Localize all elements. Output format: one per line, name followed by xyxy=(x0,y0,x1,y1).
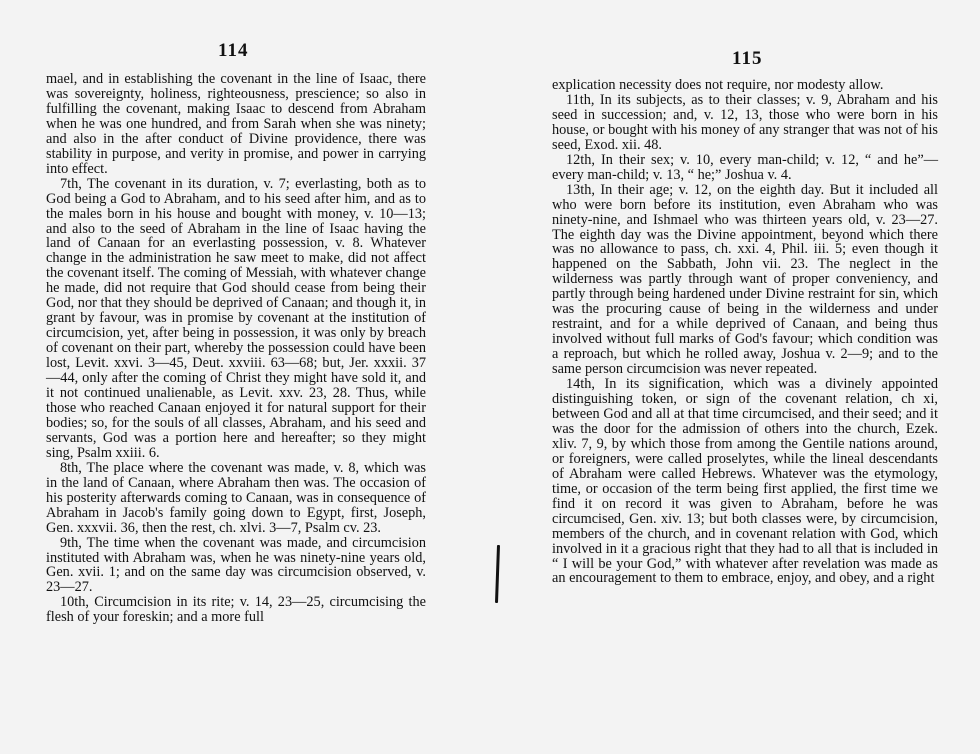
paragraph: explication necessity does not require, nor modesty allow. xyxy=(552,77,884,93)
page-number-left: 114 xyxy=(218,40,249,61)
page-number-right: 115 xyxy=(732,48,763,69)
paragraph: 8th, The place where the covenant was made, v. 8, which was in the land of Canaan, where Abraham then was. The occasion of his posterity afterwards coming to Canaan, was in consequence of Abraham in Jacob's family going down to Egypt, first, Joseph, Gen. xxxvii. 36, then the rest, ch. xlvi. 3—7, Psalm cv. 23. xyxy=(46,459,426,536)
left-page-text xyxy=(46,72,426,625)
paragraph: 13th, In their age; v. 12, on the eighth day. But it included all who were born before its institution, even Abraham who was ninety-nine, and Ishmael who was thirteen years old, v. 23—27. The eighth day was the Divine appointment, beyond which there was no allowance to pass, ch. xxi. 4, Phil. iii. 5; even though it happened on the Sabbath, John vii. 23. The neglect in the wilderness was partly through want of proper conveniency, and partly through being hardened under Divine restraint for sin, which was the procuring cause of being in the wilderness and under restraint, and for a while deprived of Canaan, and being thus involved without full marks of God's favour; which condition was a reproach, but which he rolled away, Joshua v. 2—9; and to the same person circumcision was never repeated. xyxy=(552,181,938,378)
right-page-text xyxy=(552,78,938,586)
paragraph: mael, and in establishing the covenant in the line of Isaac, there was sovereignty, holiness, righteousness, prescience; so also in fulfilling the covenant, making Isaac to descend from Abraham when he was one hundred, and from Sarah when she was ninety; and also in the after conduct of Divine providence, there was stability in purpose, and verity in promise, and power in carrying into effect. xyxy=(46,71,426,177)
paragraph: 7th, The covenant in its duration, v. 7; everlasting, both as to God being a God to Abraham, and to his seed after him, and as to the males born in his house and bought with money, v. 10—13; and also to the seed of Abraham in the line of Isaac having the land of Canaan for an everlasting possession, v. 8. Whatever change in the administration he saw meet to make, did not affect the covenant itself. The coming of Messiah, with whatever change he made, did not require that God should cease from being their God, nor that they should be deprived of Canaan; and though it, in grant by favour, was in promise by covenant at the institution of circumcision, yet, after being in possession, it was only by breach of covenant on their part, whereby the possession could have been lost, Levit. xxvi. 3—45, Deut. xxviii. 63—68; but, Jer. xxxii. 37—44, only after the coming of Christ they might have sold it, and it not continued unalienable, as Levit. xxv. 23, 28. Thus, while those who reached Canaan enjoyed it for natural support for their bodies; so, for the souls of all classes, Abraham, and his seed and servants, God was a portion here and hereafter; so they might sing, Psalm xxiii. 6. xyxy=(46,175,426,461)
right-page xyxy=(490,0,980,754)
paragraph: 12th, In their sex; v. 10, every man-child; v. 12, “ and he”—every man-child; v. 13, “ he;” Joshua v. 4. xyxy=(552,151,938,183)
paragraph: 9th, The time when the covenant was made, and circumcision instituted with Abraham was, when he was ninety-nine years old, Gen. xvii. 1; and on the same day was circumcision observed, v. 23—27. xyxy=(46,534,426,596)
paragraph: 14th, In its signification, which was a divinely appointed distinguishing token, or sign of the covenant relation, ch xi, between God and all at that time circumcised, and their seed; and it was the door for the admission of others into the church, Ezek. xliv. 7, 9, by which those from among the Gentile nations around, or foreigners, were called proselytes, while the lineal descendants of Abraham were called Hebrews. Whatever was the etymology, time, or occasion of the term being first applied, the first time we find it on record it was given to Abraham, before he was circumcised, Gen. xiv. 13; but both classes were, by circumcision, members of the church, and in covenant relation with God, which involved in it a gracious right that they had to all that is included in “ I will be your God,” with whatever after revelation was made as an encouragement to them to embrace, enjoy, and obey, and a right xyxy=(552,376,938,587)
paragraph: 10th, Circumcision in its rite; v. 14, 23—25, circumcising the flesh of your foreskin; and a more full xyxy=(46,594,426,626)
paragraph: 11th, In its subjects, as to their classes; v. 9, Abraham and his seed in succession; and, v. 12, 13, those who were born in his house, or bought with his money of any stranger that was not of his seed, Exod. xii. 48. xyxy=(552,91,938,153)
